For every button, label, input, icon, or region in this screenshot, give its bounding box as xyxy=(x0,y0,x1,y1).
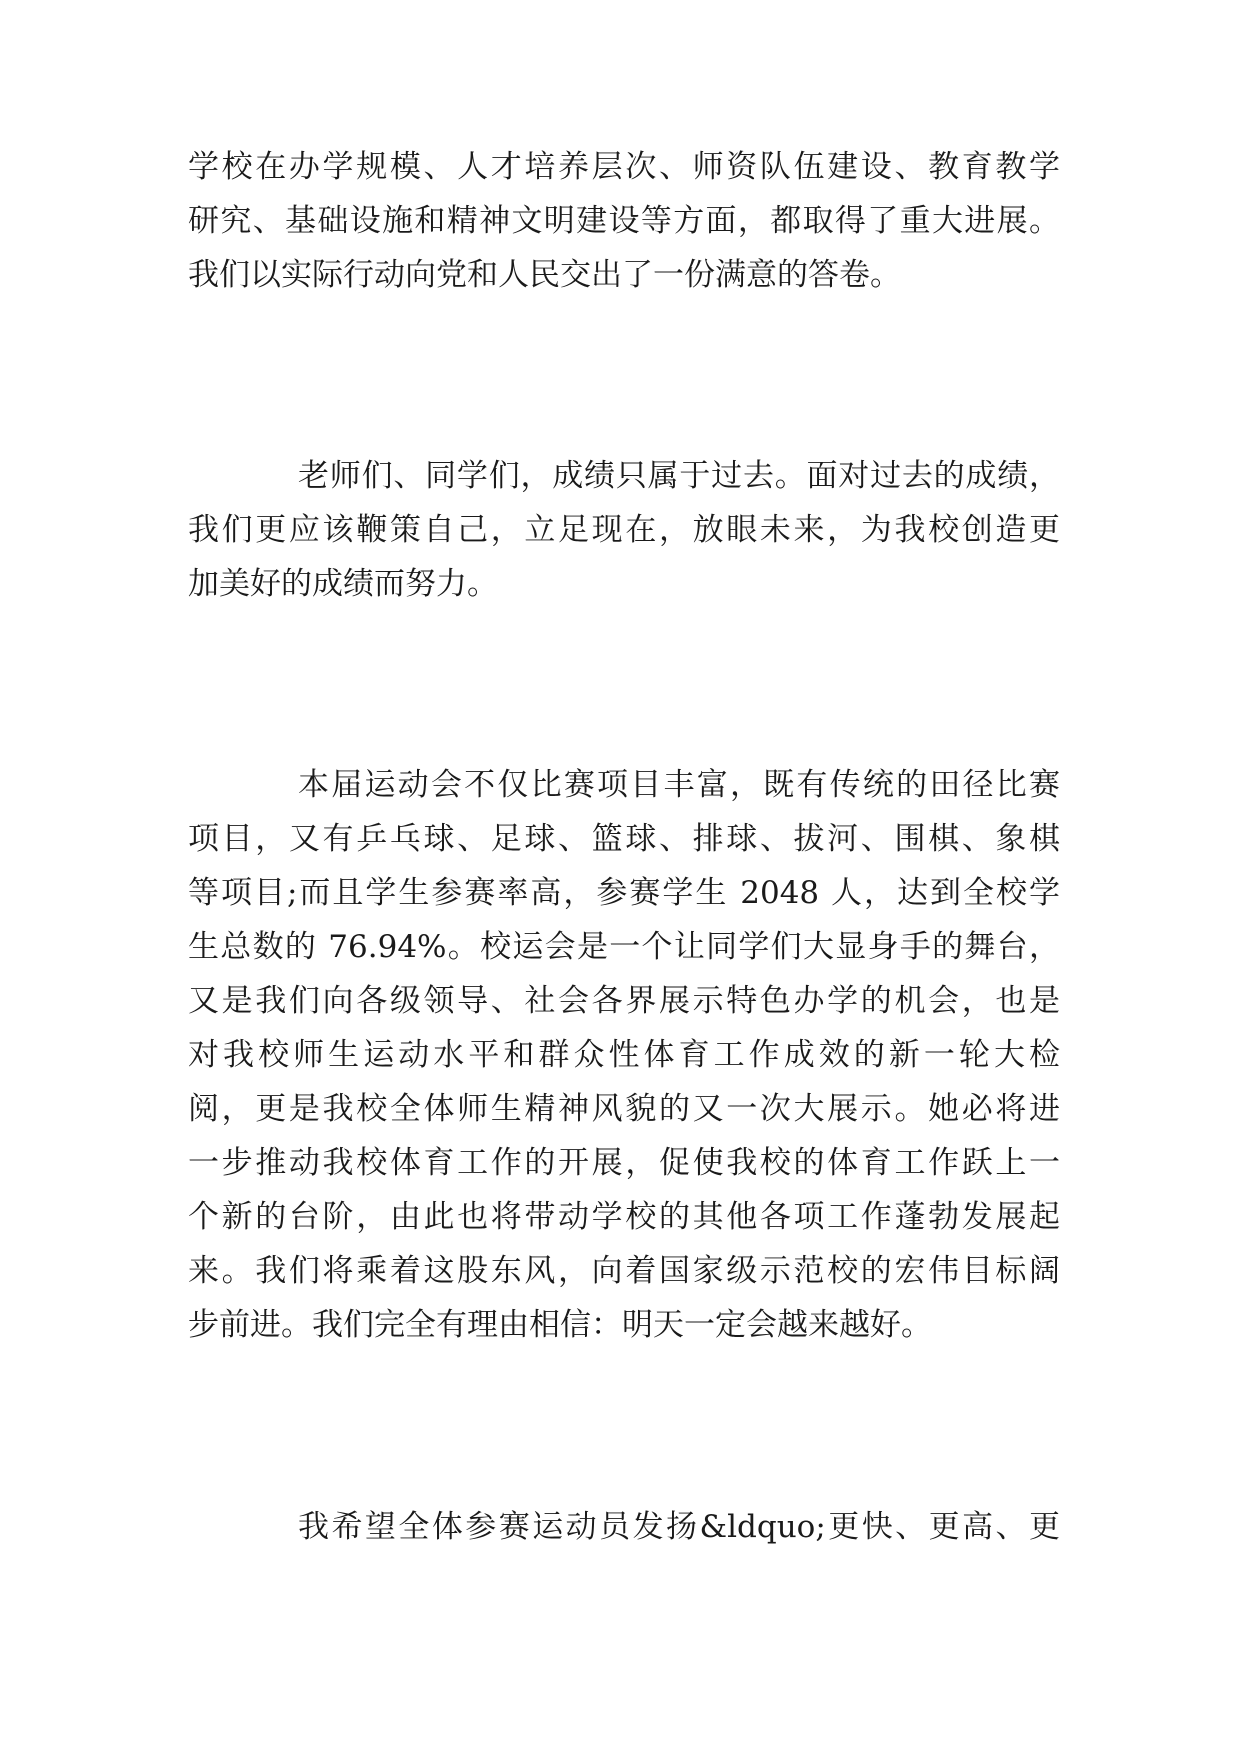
paragraph-2-line-1: 老师们、同学们，成绩只属于过去。面对过去的成绩， xyxy=(298,458,1060,494)
paragraph-1-line-1: 学校在办学规模、人才培养层次、师资队伍建设、教育教学 xyxy=(188,149,1060,185)
paragraph-3-line-5: 又是我们向各级领导、社会各界展示特色办学的机会，也是 xyxy=(188,983,1060,1019)
paragraph-1-line-2: 研究、基础设施和精神文明建设等方面，都取得了重大进展。 xyxy=(188,203,1060,239)
paragraph-3-line-10: 来。我们将乘着这股东风，向着国家级示范校的宏伟目标阔 xyxy=(188,1253,1060,1289)
paragraph-3-line-4: 生总数的 76.94%。校运会是一个让同学们大显身手的舞台， xyxy=(188,929,1060,965)
paragraph-4-line-1: 我希望全体参赛运动员发扬&ldquo;更快、更高、更 xyxy=(298,1509,1060,1545)
paragraph-3-line-6: 对我校师生运动水平和群众性体育工作成效的新一轮大检 xyxy=(188,1037,1060,1073)
paragraph-3-line-3: 等项目;而且学生参赛率高，参赛学生 2048 人，达到全校学 xyxy=(188,875,1060,911)
paragraph-2-line-3: 加美好的成绩而努力。 xyxy=(188,566,498,602)
paragraph-3-line-1: 本届运动会不仅比赛项目丰富，既有传统的田径比赛 xyxy=(298,767,1060,803)
paragraph-3-line-11: 步前进。我们完全有理由相信：明天一定会越来越好。 xyxy=(188,1307,932,1343)
paragraph-3-line-2: 项目，又有乒乓球、足球、篮球、排球、拔河、围棋、象棋 xyxy=(188,821,1060,857)
paragraph-1-line-3: 我们以实际行动向党和人民交出了一份满意的答卷。 xyxy=(188,257,901,293)
paragraph-3-line-9: 个新的台阶，由此也将带动学校的其他各项工作蓬勃发展起 xyxy=(188,1199,1060,1235)
paragraph-3-line-8: 一步推动我校体育工作的开展，促使我校的体育工作跃上一 xyxy=(188,1145,1060,1181)
paragraph-3-line-7: 阅，更是我校全体师生精神风貌的又一次大展示。她必将进 xyxy=(188,1091,1060,1127)
paragraph-2-line-2: 我们更应该鞭策自己，立足现在，放眼未来，为我校创造更 xyxy=(188,512,1060,548)
